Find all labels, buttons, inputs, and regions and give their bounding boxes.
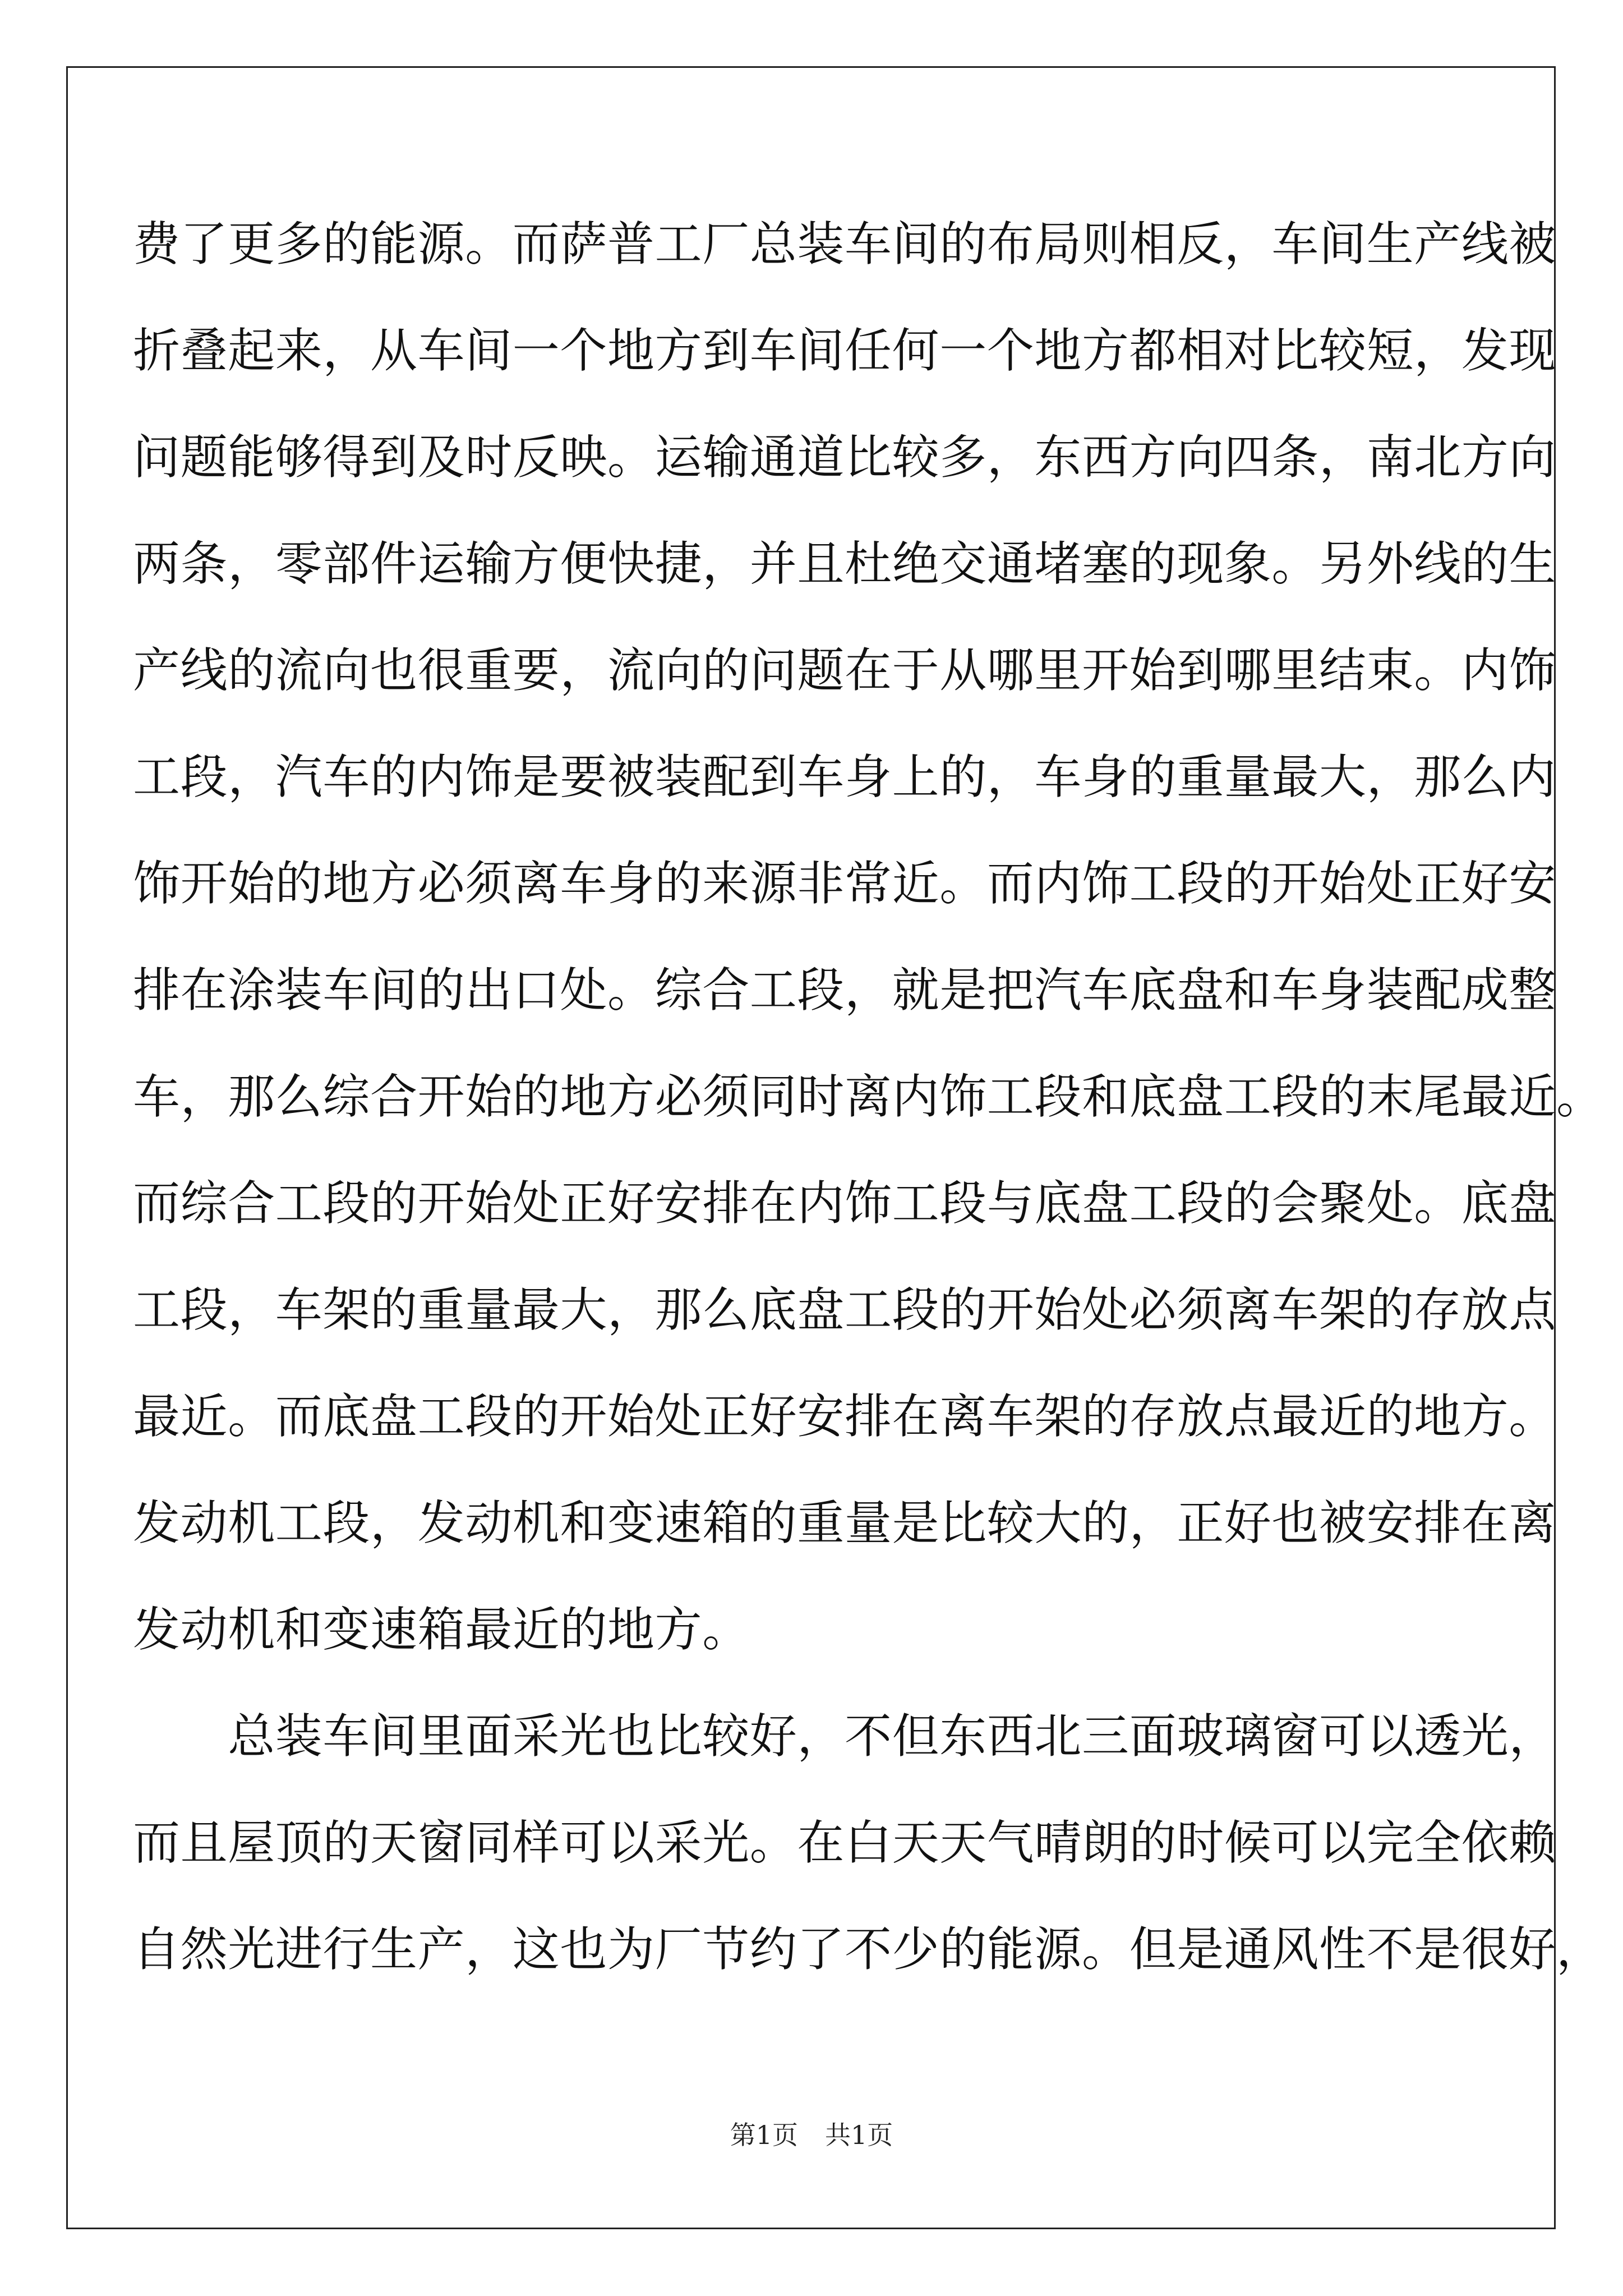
- text-line: 排在涂装车间的出口处。综合工段，就是把汽车底盘和车身装配成整: [133, 963, 1557, 1018]
- text-line: 发动机和变速箱最近的地方。: [133, 1602, 750, 1657]
- text-line: 发动机工段，发动机和变速箱的重量是比较大的，正好也被安排在离: [133, 1496, 1557, 1550]
- text-line: 自然光进行生产，这也为厂节约了不少的能源。但是通风性不是很好，: [133, 1922, 1604, 1977]
- text-line: 工段，汽车的内饰是要被装配到车身上的，车身的重量最大，那么内: [133, 749, 1557, 804]
- text-line: 最近。而底盘工段的开始处正好安排在离车架的存放点最近的地方。: [133, 1389, 1557, 1444]
- text-line: 折叠起来，从车间一个地方到车间任何一个地方都相对比较短，发现: [133, 323, 1557, 378]
- page-total: 共1页: [825, 2120, 893, 2150]
- text-line: 而综合工段的开始处正好安排在内饰工段与底盘工段的会聚处。底盘: [133, 1176, 1557, 1231]
- text-line: 产线的流向也很重要，流向的问题在于从哪里开始到哪里结束。内饰: [133, 643, 1557, 698]
- text-line: 而且屋顶的天窗同样可以采光。在白天天气晴朗的时候可以完全依赖: [133, 1815, 1557, 1870]
- page-number: 第1页: [730, 2120, 798, 2150]
- text-line: 工段，车架的重量最大，那么底盘工段的开始处必须离车架的存放点: [133, 1282, 1557, 1337]
- text-line: 问题能够得到及时反映。运输通道比较多，东西方向四条，南北方向: [133, 430, 1557, 485]
- text-line: 饰开始的地方必须离车身的来源非常近。而内饰工段的开始处正好安: [133, 856, 1557, 911]
- text-line: 车，那么综合开始的地方必须同时离内饰工段和底盘工段的末尾最近。: [133, 1069, 1604, 1124]
- text-line: 总装车间里面采光也比较好，不但东西北三面玻璃窗可以透光，: [133, 1709, 1557, 1764]
- text-line: 两条，零部件运输方便快捷，并且杜绝交通堵塞的现象。另外线的生: [133, 536, 1557, 591]
- document-body: [133, 213, 1604, 2025]
- page-footer: [0, 2118, 1623, 2152]
- text-line: 费了更多的能源。而萨普工厂总装车间的布局则相反，车间生产线被: [133, 217, 1557, 272]
